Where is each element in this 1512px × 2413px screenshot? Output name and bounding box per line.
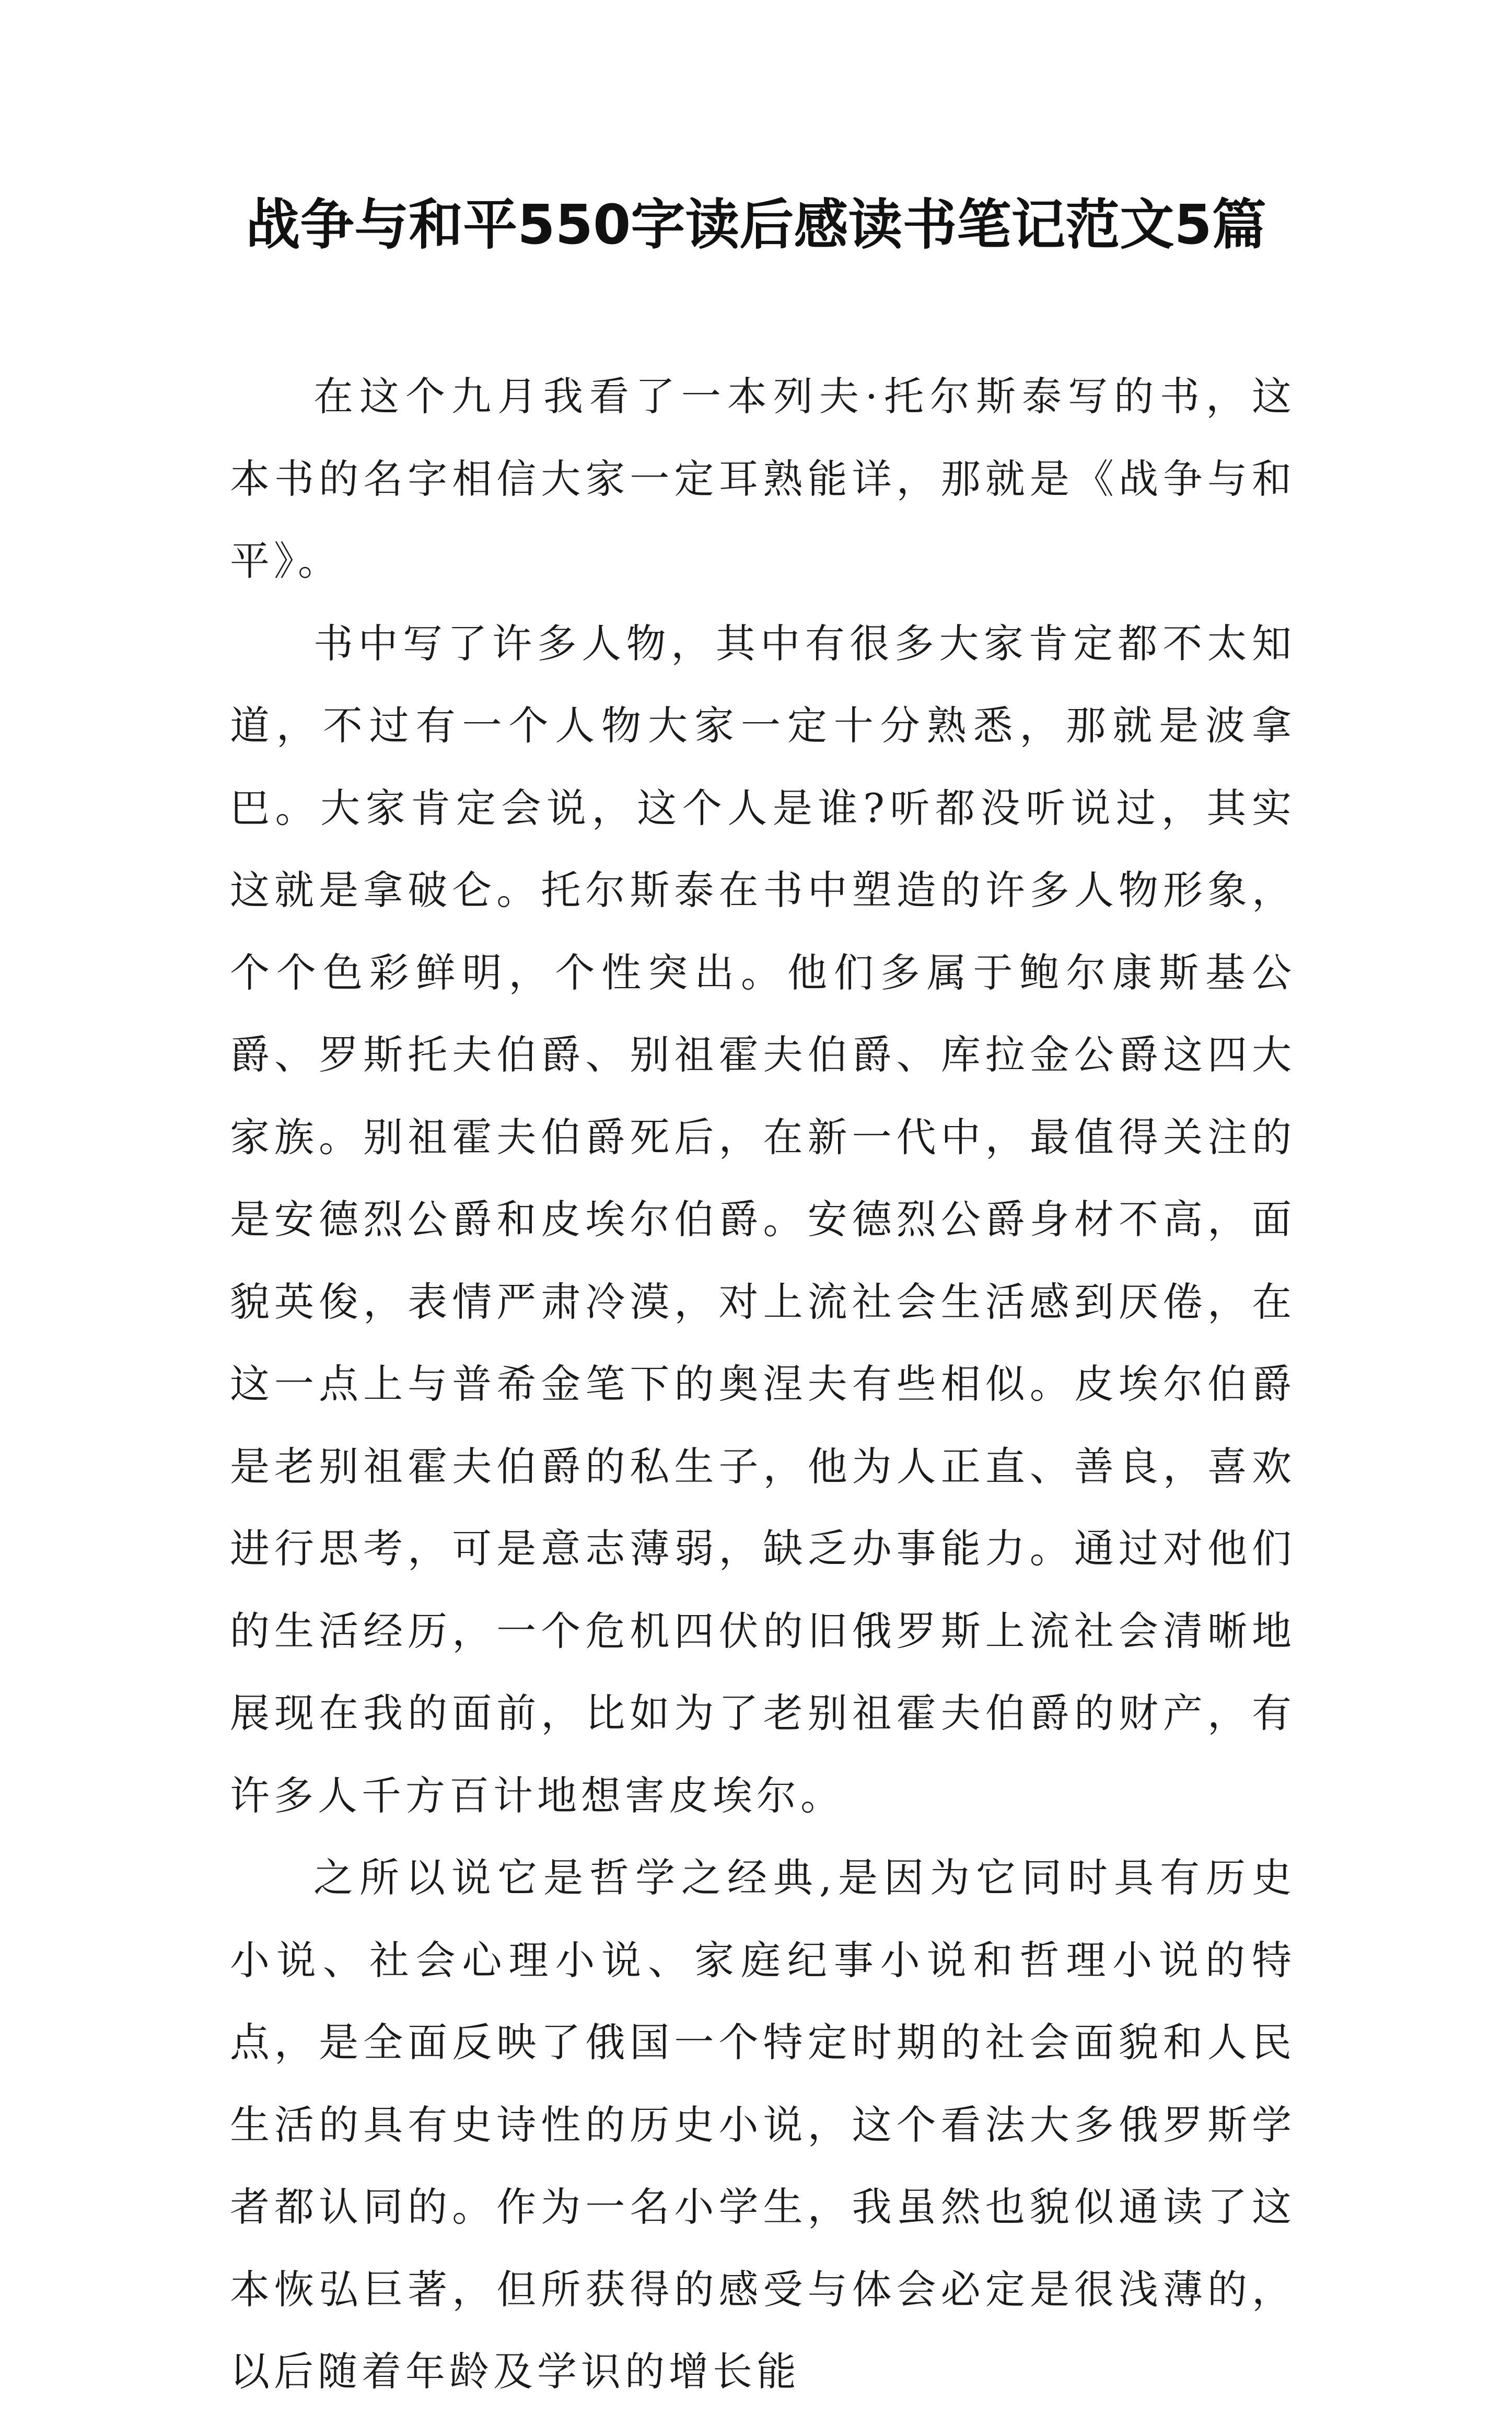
- paragraph-characters: 书中写了许多人物，其中有很多大家肯定都不太知道，不过有一个人物大家一定十分熟悉，那就是波拿巴。大家肯定会说，这个人是谁?听都没听说过，其实这就是拿破仑。托尔斯泰在书中塑造的许多人物形象，个个色彩鲜明，个性突出。他们多属于鲍尔康斯基公爵、罗斯托夫伯爵、别祖霍夫伯爵、库拉金公爵这四大家族。别祖霍夫伯爵死后，在新一代中，最值得关注的是安德烈公爵和皮埃尔伯爵。安德烈公爵身材不高，面貌英俊，表情严肃冷漠，对上流社会生活感到厌倦，在这一点上与普希金笔下的奥涅夫有些相似。皮埃尔伯爵是老别祖霍夫伯爵的私生子，他为人正直、善良，喜欢进行思考，可是意志薄弱，缺乏办事能力。通过对他们的生活经历，一个危机四伏的旧俄罗斯上流社会清晰地展现在我的面前，比如为了老别祖霍夫伯爵的财产，有许多人千方百计地想害皮埃尔。: [230, 620, 1296, 1819]
- paragraph-intro: 在这个九月我看了一本列夫·托尔斯泰写的书，这本书的名字相信大家一定耳熟能详，那就是《战争与和平》。: [230, 373, 1296, 584]
- document-title: 战争与和平550字读后感读书笔记范文5篇: [246, 193, 1266, 257]
- paragraph-philosophy: 之所以说它是哲学之经典,是因为它同时具有历史小说、社会心理小说、家庭纪事小说和哲理小说的特点，是全面反映了俄国一个特定时期的社会面貌和人民生活的具有史诗性的历史小说，这个看法大多俄罗斯学者都认同的。作为一名小学生，我虽然也貌似通读了这本恢弘巨著，但所获得的感受与体会必定是很浅薄的，以后随着年龄及学识的增长能: [230, 1854, 1296, 2395]
- document-body: [230, 355, 1296, 2413]
